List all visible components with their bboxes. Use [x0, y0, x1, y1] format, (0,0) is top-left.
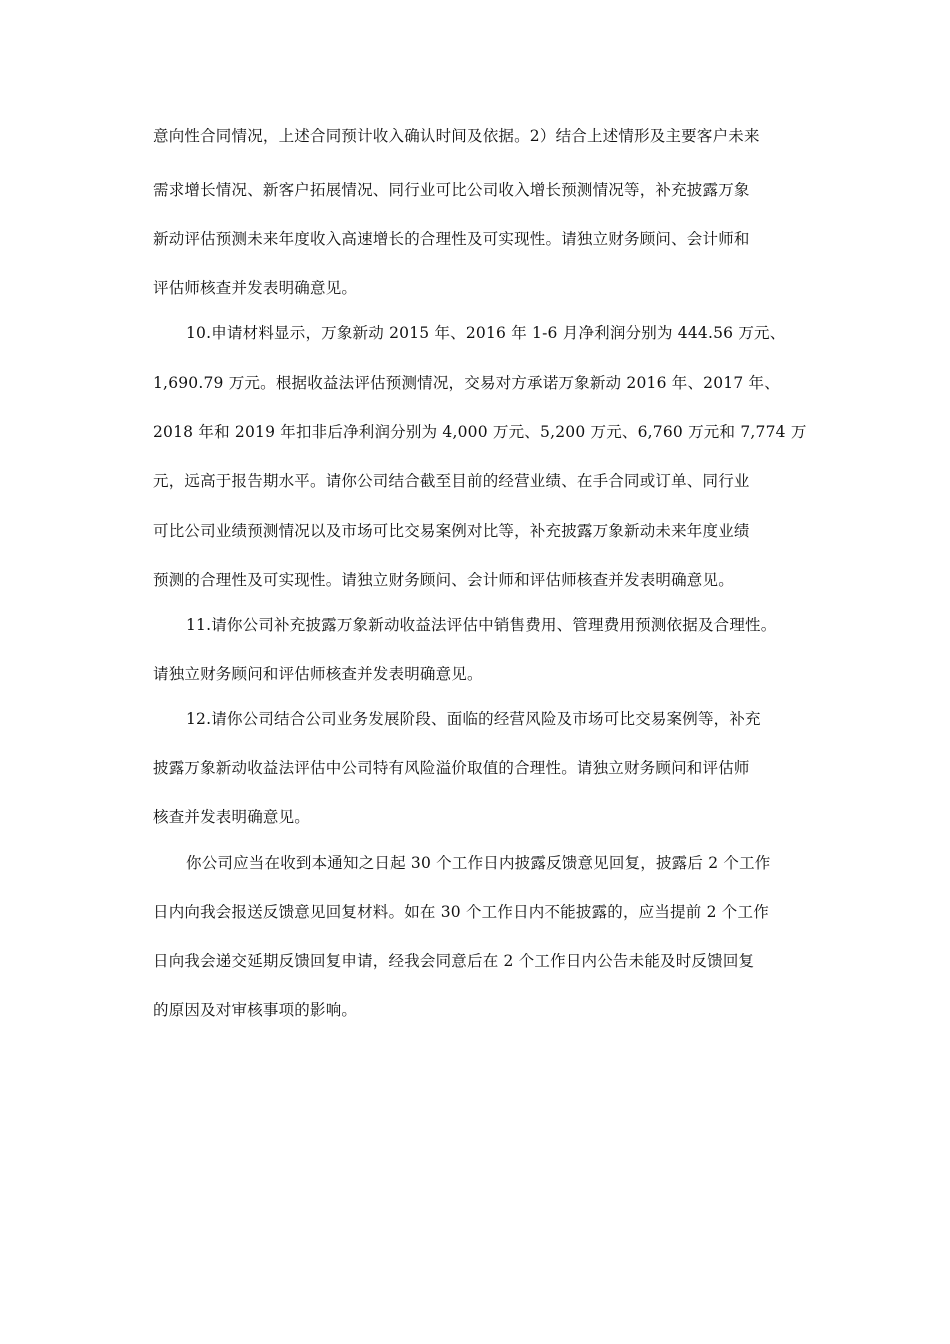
text-line: 日内向我会报送反馈意见回复材料。如在 30 个工作日内不能披露的，应当提前 2 个工作: [153, 903, 769, 921]
paragraph-11-line: 11.请你公司补充披露万象新动收益法评估中销售费用、管理费用预测依据及合理性。: [186, 616, 777, 634]
text-line: 元，远高于报告期水平。请你公司结合截至目前的经营业绩、在手合同或订单、同行业: [153, 472, 750, 490]
text-line: 可比公司业绩预测情况以及市场可比交易案例对比等，补充披露万象新动未来年度业绩: [153, 522, 750, 540]
text-line: 请独立财务顾问和评估师核查并发表明确意见。: [153, 665, 483, 683]
text-line: 披露万象新动收益法评估中公司特有风险溢价取值的合理性。请独立财务顾问和评估师: [153, 759, 750, 777]
paragraph-10-line: 10.申请材料显示，万象新动 2015 年、2016 年 1-6 月净利润分别为 444.56 万元、: [186, 324, 786, 342]
text-line: 评估师核查并发表明确意见。: [153, 279, 358, 297]
text-line: 预测的合理性及可实现性。请独立财务顾问、会计师和评估师核查并发表明确意见。: [153, 571, 734, 589]
paragraph-12-line: 12.请你公司结合公司业务发展阶段、面临的经营风险及市场可比交易案例等，补充: [186, 710, 761, 728]
text-line: 日向我会递交延期反馈回复申请，经我会同意后在 2 个工作日内公告未能及时反馈回复: [153, 952, 755, 970]
text-line: 意向性合同情况，上述合同预计收入确认时间及依据。2）结合上述情形及主要客户未来: [153, 127, 760, 145]
text-line: 核查并发表明确意见。: [153, 808, 311, 826]
text-line: 新动评估预测未来年度收入高速增长的合理性及可实现性。请独立财务顾问、会计师和: [153, 230, 750, 248]
text-line: 1,690.79 万元。根据收益法评估预测情况，交易对方承诺万象新动 2016 年、2017 年、: [153, 374, 780, 392]
text-line: 的原因及对审核事项的影响。: [153, 1001, 358, 1019]
closing-paragraph-line: 你公司应当在收到本通知之日起 30 个工作日内披露反馈意见回复，披露后 2 个工作: [186, 854, 771, 872]
text-line: 需求增长情况、新客户拓展情况、同行业可比公司收入增长预测情况等，补充披露万象: [153, 181, 750, 199]
text-line: 2018 年和 2019 年扣非后净利润分别为 4,000 万元、5,200 万元、6,760 万元和 7,774 万: [153, 423, 807, 441]
